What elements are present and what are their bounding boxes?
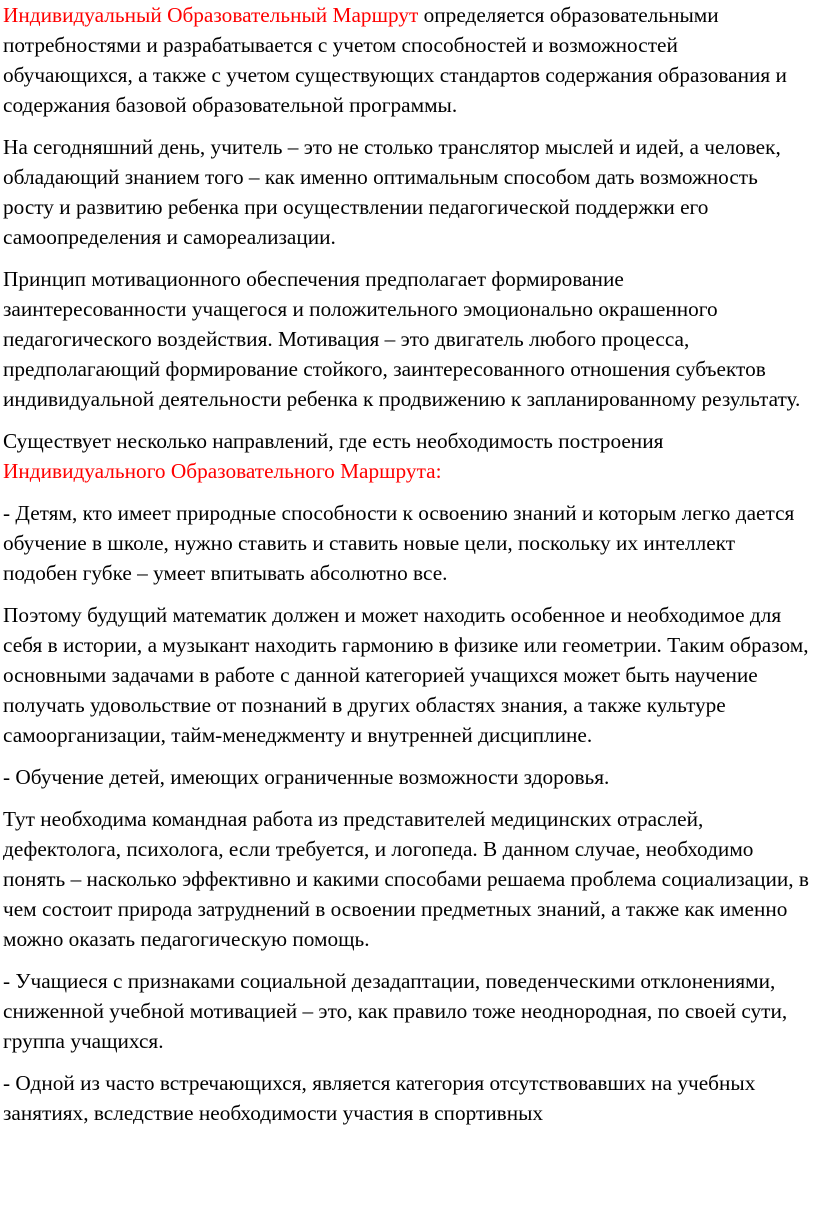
paragraph-maladaptation: [3, 966, 810, 1056]
paragraph-text: - Учащиеся с признаками социальной дезадаптации, поведенческими отклонениями, сниженной учебной мотивацией – это, как правило тоже неоднородная, по своей сути, группа учащихся.: [3, 969, 788, 1053]
paragraph-text: Принцип мотивационного обеспечения предполагает формирование заинтересованности учащегося и положительного эмоционально окрашенного педагогического воздействия. Мотивация – это двигатель любого процесса, предполагающий формирование стойкого, заинтересованного отношения субъектов индивидуальной деятельности ребенка к продвижению к запланированному результату.: [3, 267, 801, 411]
paragraph-text: определяется образовательными потребностями и разрабатывается с учетом способностей и возможностей обучающихся, а также с учетом существующих стандартов содержания образования и содержания базовой образовательной программы.: [3, 3, 787, 117]
paragraph-text: На сегодняшний день, учитель – это не столько транслятор мыслей и идей, а человек, обладающий знанием того – как именно оптимальным способом дать возможность росту и развитию ребенка при осуществлении педагогической поддержки его самоопределения и самореализации.: [3, 135, 781, 249]
paragraph-ior-definition: [3, 0, 810, 120]
paragraph-text: - Одной из часто встречающихся, является категория отсутствовавших на учебных занятиях, вследствие необходимости участия в спортивных: [3, 1071, 756, 1125]
paragraph-motivation-principle: [3, 264, 810, 414]
paragraph-team-work: [3, 804, 810, 954]
paragraph-teacher-role: [3, 132, 810, 252]
paragraph-text: Поэтому будущий математик должен и может находить особенное и необходимое для себя в истории, а музыкант находить гармонию в физике или геометрии. Таким образом, основными задачами в работе с данной категорией учащихся может быть научение получать удовольствие от познаний в других областях знания, а также культуре самоорганизации, тайм-менеджменту и внутренней дисциплине.: [3, 603, 809, 747]
highlighted-term: Индивидуального Образовательного Маршрута:: [3, 459, 442, 483]
paragraph-disabilities: [3, 762, 810, 792]
paragraph-absent-students: [3, 1068, 810, 1128]
paragraph-text: - Детям, кто имеет природные способности к освоению знаний и которым легко дается обучение в школе, нужно ставить и ставить новые цели, поскольку их интеллект подобен губке – умеет впитывать абсолютно все.: [3, 501, 795, 585]
paragraph-gifted-tasks: [3, 600, 810, 750]
highlighted-term: Индивидуальный Образовательный Маршрут: [3, 3, 419, 27]
paragraph-gifted-children: [3, 498, 810, 588]
paragraph-directions-intro: [3, 426, 810, 486]
paragraph-text: Тут необходима командная работа из представителей медицинских отраслей, дефектолога, психолога, если требуется, и логопеда. В данном случае, необходимо понять – насколько эффективно и какими способами решаема проблема социализации, в чем состоит природа затруднений в освоении предметных знаний, а также как именно можно оказать педагогическую помощь.: [3, 807, 809, 951]
paragraph-text: - Обучение детей, имеющих ограниченные возможности здоровья.: [3, 765, 610, 789]
paragraph-text: Существует несколько направлений, где есть необходимость построения: [3, 429, 664, 453]
